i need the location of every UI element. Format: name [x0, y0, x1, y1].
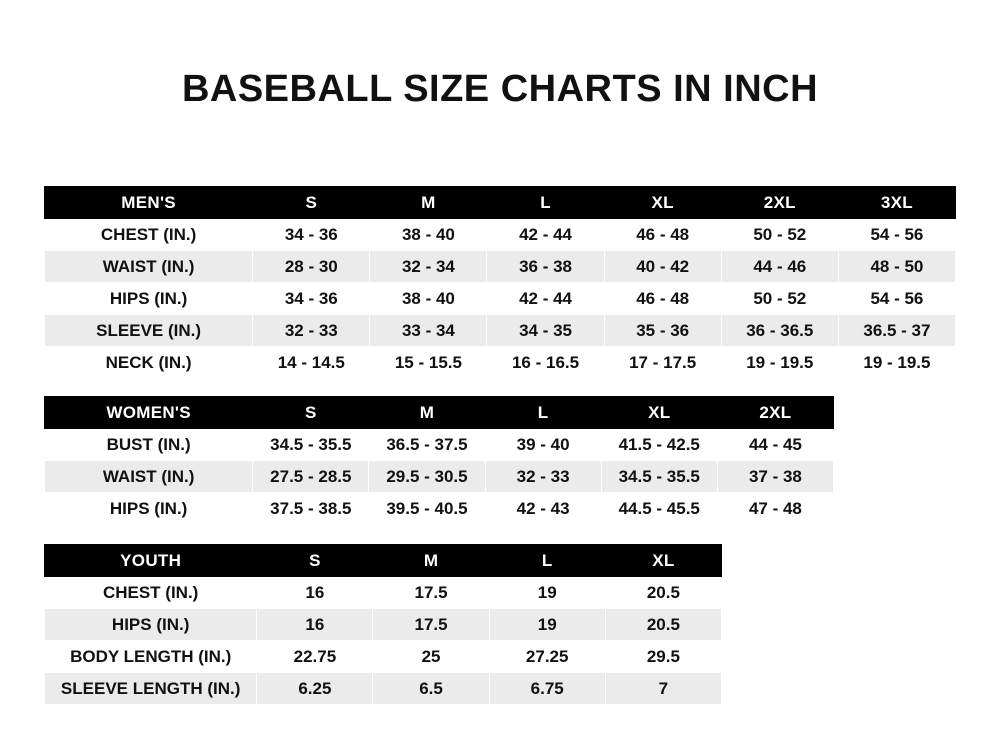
- table-header-row: [45, 187, 956, 219]
- cell: 19 - 19.5: [721, 347, 838, 379]
- cell: 44.5 - 45.5: [601, 493, 717, 525]
- column-header: S: [257, 545, 373, 577]
- table-row: [45, 461, 834, 493]
- cell: 28 - 30: [253, 251, 370, 283]
- cell: 50 - 52: [721, 283, 838, 315]
- cell: 42 - 44: [487, 219, 604, 251]
- row-label: BODY LENGTH (IN.): [45, 641, 257, 673]
- cell: 7: [605, 673, 721, 705]
- cell: 17.5: [373, 577, 489, 609]
- cell: 41.5 - 42.5: [601, 429, 717, 461]
- cell: 29.5: [605, 641, 721, 673]
- table-row: [45, 673, 722, 705]
- cell: 42 - 43: [485, 493, 601, 525]
- cell: 42 - 44: [487, 283, 604, 315]
- cell: 37.5 - 38.5: [253, 493, 369, 525]
- cell: 19 - 19.5: [838, 347, 955, 379]
- cell: 39.5 - 40.5: [369, 493, 485, 525]
- cell: 33 - 34: [370, 315, 487, 347]
- cell: 44 - 46: [721, 251, 838, 283]
- cell: 34.5 - 35.5: [601, 461, 717, 493]
- column-header: L: [485, 397, 601, 429]
- column-header: M: [370, 187, 487, 219]
- row-label: CHEST (IN.): [45, 219, 253, 251]
- column-header: 2XL: [721, 187, 838, 219]
- cell: 39 - 40: [485, 429, 601, 461]
- table-row: [45, 251, 956, 283]
- column-header: MEN'S: [45, 187, 253, 219]
- table-row: [45, 577, 722, 609]
- table-row: [45, 219, 956, 251]
- cell: 34 - 36: [253, 283, 370, 315]
- row-label: HIPS (IN.): [45, 609, 257, 641]
- row-label: HIPS (IN.): [45, 493, 253, 525]
- column-header: M: [369, 397, 485, 429]
- youth-size-chart: [44, 544, 722, 705]
- column-header: M: [373, 545, 489, 577]
- cell: 34 - 36: [253, 219, 370, 251]
- row-label: SLEEVE (IN.): [45, 315, 253, 347]
- cell: 54 - 56: [838, 283, 955, 315]
- cell: 20.5: [605, 609, 721, 641]
- table-row: [45, 493, 834, 525]
- cell: 36.5 - 37.5: [369, 429, 485, 461]
- column-header: L: [489, 545, 605, 577]
- column-header: S: [253, 397, 369, 429]
- cell: 38 - 40: [370, 283, 487, 315]
- row-label: WAIST (IN.): [45, 251, 253, 283]
- column-header: L: [487, 187, 604, 219]
- row-label: WAIST (IN.): [45, 461, 253, 493]
- cell: 54 - 56: [838, 219, 955, 251]
- row-label: BUST (IN.): [45, 429, 253, 461]
- cell: 6.5: [373, 673, 489, 705]
- cell: 36 - 38: [487, 251, 604, 283]
- cell: 37 - 38: [717, 461, 833, 493]
- cell: 17.5: [373, 609, 489, 641]
- cell: 32 - 34: [370, 251, 487, 283]
- cell: 36.5 - 37: [838, 315, 955, 347]
- cell: 32 - 33: [253, 315, 370, 347]
- cell: 17 - 17.5: [604, 347, 721, 379]
- table-header-row: [45, 545, 722, 577]
- cell: 34 - 35: [487, 315, 604, 347]
- cell: 46 - 48: [604, 283, 721, 315]
- cell: 35 - 36: [604, 315, 721, 347]
- cell: 36 - 36.5: [721, 315, 838, 347]
- cell: 16: [257, 577, 373, 609]
- cell: 6.25: [257, 673, 373, 705]
- cell: 38 - 40: [370, 219, 487, 251]
- cell: 47 - 48: [717, 493, 833, 525]
- column-header: 2XL: [717, 397, 833, 429]
- table-row: [45, 315, 956, 347]
- column-header: XL: [605, 545, 721, 577]
- cell: 16: [257, 609, 373, 641]
- column-header: XL: [601, 397, 717, 429]
- table-row: [45, 283, 956, 315]
- cell: 48 - 50: [838, 251, 955, 283]
- row-label: NECK (IN.): [45, 347, 253, 379]
- column-header: S: [253, 187, 370, 219]
- cell: 50 - 52: [721, 219, 838, 251]
- cell: 15 - 15.5: [370, 347, 487, 379]
- cell: 29.5 - 30.5: [369, 461, 485, 493]
- cell: 32 - 33: [485, 461, 601, 493]
- cell: 6.75: [489, 673, 605, 705]
- column-header: WOMEN'S: [45, 397, 253, 429]
- table-row: [45, 429, 834, 461]
- cell: 16 - 16.5: [487, 347, 604, 379]
- cell: 44 - 45: [717, 429, 833, 461]
- cell: 20.5: [605, 577, 721, 609]
- cell: 46 - 48: [604, 219, 721, 251]
- column-header: YOUTH: [45, 545, 257, 577]
- cell: 34.5 - 35.5: [253, 429, 369, 461]
- cell: 27.25: [489, 641, 605, 673]
- table-header-row: [45, 397, 834, 429]
- cell: 40 - 42: [604, 251, 721, 283]
- row-label: SLEEVE LENGTH (IN.): [45, 673, 257, 705]
- cell: 14 - 14.5: [253, 347, 370, 379]
- table-row: [45, 347, 956, 379]
- row-label: HIPS (IN.): [45, 283, 253, 315]
- page-title: BASEBALL SIZE CHARTS IN INCH: [181, 68, 819, 110]
- table-row: [45, 641, 722, 673]
- column-header: XL: [604, 187, 721, 219]
- table-row: [45, 609, 722, 641]
- cell: 27.5 - 28.5: [253, 461, 369, 493]
- cell: 25: [373, 641, 489, 673]
- cell: 19: [489, 577, 605, 609]
- mens-size-chart: [44, 186, 956, 379]
- cell: 19: [489, 609, 605, 641]
- column-header: 3XL: [838, 187, 955, 219]
- cell: 22.75: [257, 641, 373, 673]
- row-label: CHEST (IN.): [45, 577, 257, 609]
- womens-size-chart: [44, 396, 834, 525]
